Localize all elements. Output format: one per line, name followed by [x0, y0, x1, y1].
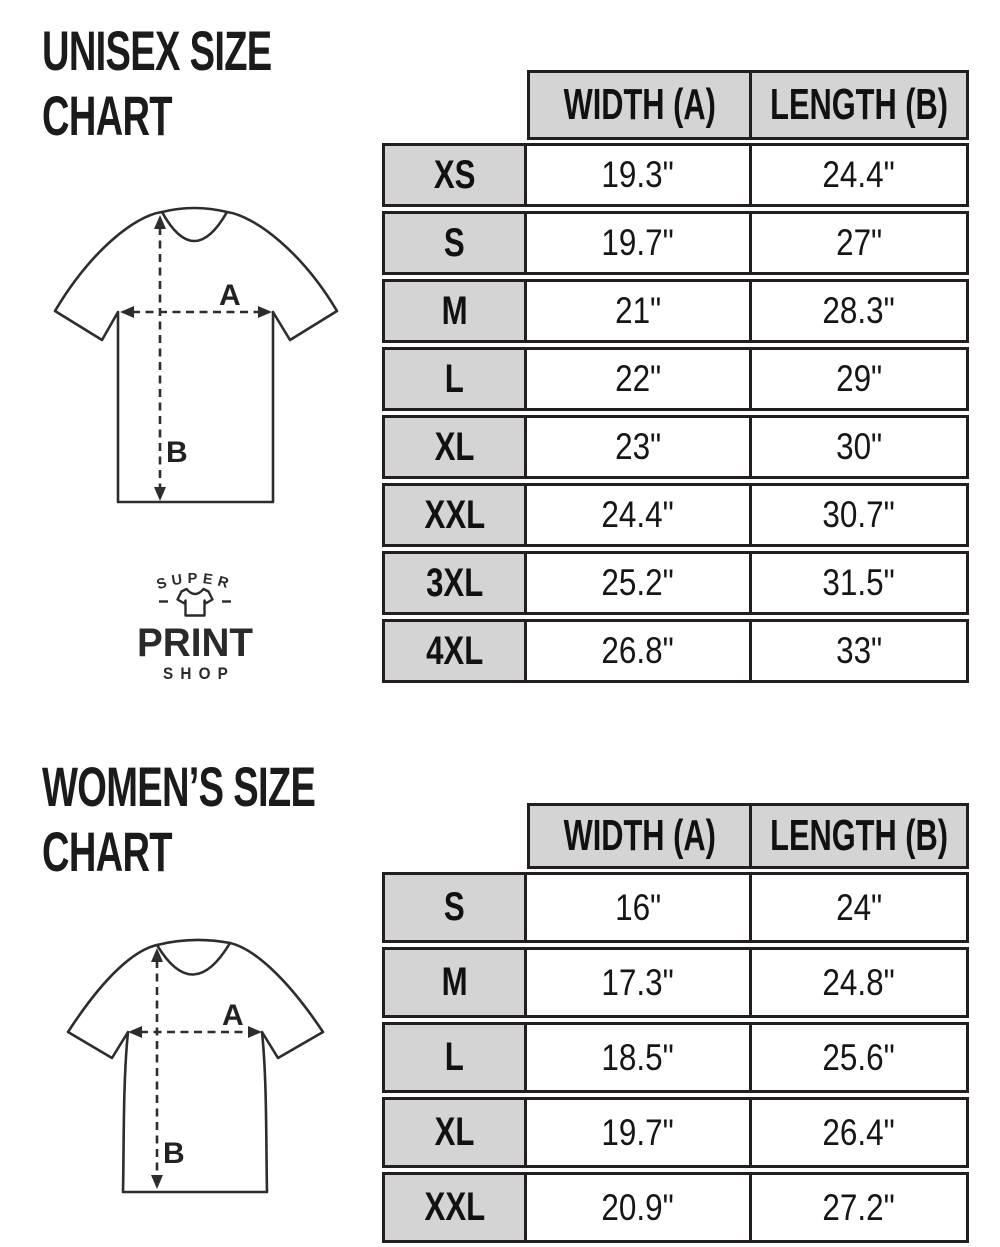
width-cell: 19.3" — [527, 143, 752, 207]
tshirt-icon — [178, 589, 213, 616]
length-cell: 30" — [752, 415, 969, 479]
unisex-tshirt-diagram — [48, 203, 344, 509]
size-cell: XL — [382, 415, 527, 479]
table-row — [382, 1022, 969, 1093]
size-cell: XXL — [382, 1172, 527, 1243]
length-label-b: B — [163, 1137, 185, 1170]
length-cell: 24.8" — [752, 947, 969, 1018]
womens-tshirt-diagram — [62, 936, 330, 1200]
length-column-header: LENGTH (B) — [752, 803, 969, 869]
width-cell: 20.9" — [527, 1172, 752, 1243]
length-cell: 24" — [752, 872, 969, 943]
super-print-shop-logo — [120, 550, 270, 690]
table-row — [382, 619, 969, 683]
size-cell: XL — [382, 1097, 527, 1168]
table-row — [382, 347, 969, 411]
womens-title-line2: CHART — [42, 820, 172, 883]
table-row — [382, 211, 969, 275]
unisex-title-line2: CHART — [42, 84, 172, 147]
size-cell: 3XL — [382, 551, 527, 615]
table-row — [382, 551, 969, 615]
width-column-header: WIDTH (A) — [527, 70, 752, 140]
length-cell: 27" — [752, 211, 969, 275]
width-label-a: A — [222, 999, 244, 1032]
length-cell: 24.4" — [752, 143, 969, 207]
table-row — [382, 1097, 969, 1168]
womens-table-header — [527, 803, 969, 869]
length-cell: 31.5" — [752, 551, 969, 615]
logo-super-word: SUPER — [154, 571, 236, 594]
width-cell: 22" — [527, 347, 752, 411]
length-cell: 27.2" — [752, 1172, 969, 1243]
size-cell: M — [382, 279, 527, 343]
size-cell: XXL — [382, 483, 527, 547]
width-cell: 26.8" — [527, 619, 752, 683]
width-cell: 25.2" — [527, 551, 752, 615]
unisex-title-line1: UNISEX SIZE — [42, 19, 272, 82]
logo-print-word: PRINT — [137, 621, 253, 665]
width-column-header: WIDTH (A) — [527, 803, 752, 869]
size-cell: XS — [382, 143, 527, 207]
length-cell: 30.7" — [752, 483, 969, 547]
length-cell: 33" — [752, 619, 969, 683]
length-label-b: B — [166, 436, 188, 469]
size-cell: M — [382, 947, 527, 1018]
size-cell: L — [382, 1022, 527, 1093]
length-cell: 29" — [752, 347, 969, 411]
width-cell: 19.7" — [527, 211, 752, 275]
tshirt-outline-icon — [55, 208, 337, 502]
length-cell: 25.6" — [752, 1022, 969, 1093]
unisex-table-header — [527, 70, 969, 140]
table-row — [382, 1172, 969, 1243]
tshirt-outline-icon — [68, 940, 323, 1192]
womens-size-table — [382, 803, 969, 1247]
logo-shop-word: SHOP — [163, 664, 235, 683]
length-cell: 28.3" — [752, 279, 969, 343]
size-cell: L — [382, 347, 527, 411]
size-cell: 4XL — [382, 619, 527, 683]
width-cell: 17.3" — [527, 947, 752, 1018]
table-row — [382, 143, 969, 207]
width-cell: 16" — [527, 872, 752, 943]
length-cell: 26.4" — [752, 1097, 969, 1168]
width-cell: 18.5" — [527, 1022, 752, 1093]
width-cell: 24.4" — [527, 483, 752, 547]
table-row — [382, 279, 969, 343]
table-row — [382, 947, 969, 1018]
width-cell: 19.7" — [527, 1097, 752, 1168]
width-cell: 23" — [527, 415, 752, 479]
unisex-title — [42, 18, 380, 148]
width-label-a: A — [219, 279, 241, 312]
unisex-size-table — [382, 70, 969, 687]
size-cell: S — [382, 211, 527, 275]
table-row — [382, 483, 969, 547]
size-cell: S — [382, 872, 527, 943]
womens-title-line1: WOMEN’S SIZE — [42, 755, 316, 818]
table-row — [382, 415, 969, 479]
length-column-header: LENGTH (B) — [752, 70, 969, 140]
table-row — [382, 872, 969, 943]
width-cell: 21" — [527, 279, 752, 343]
